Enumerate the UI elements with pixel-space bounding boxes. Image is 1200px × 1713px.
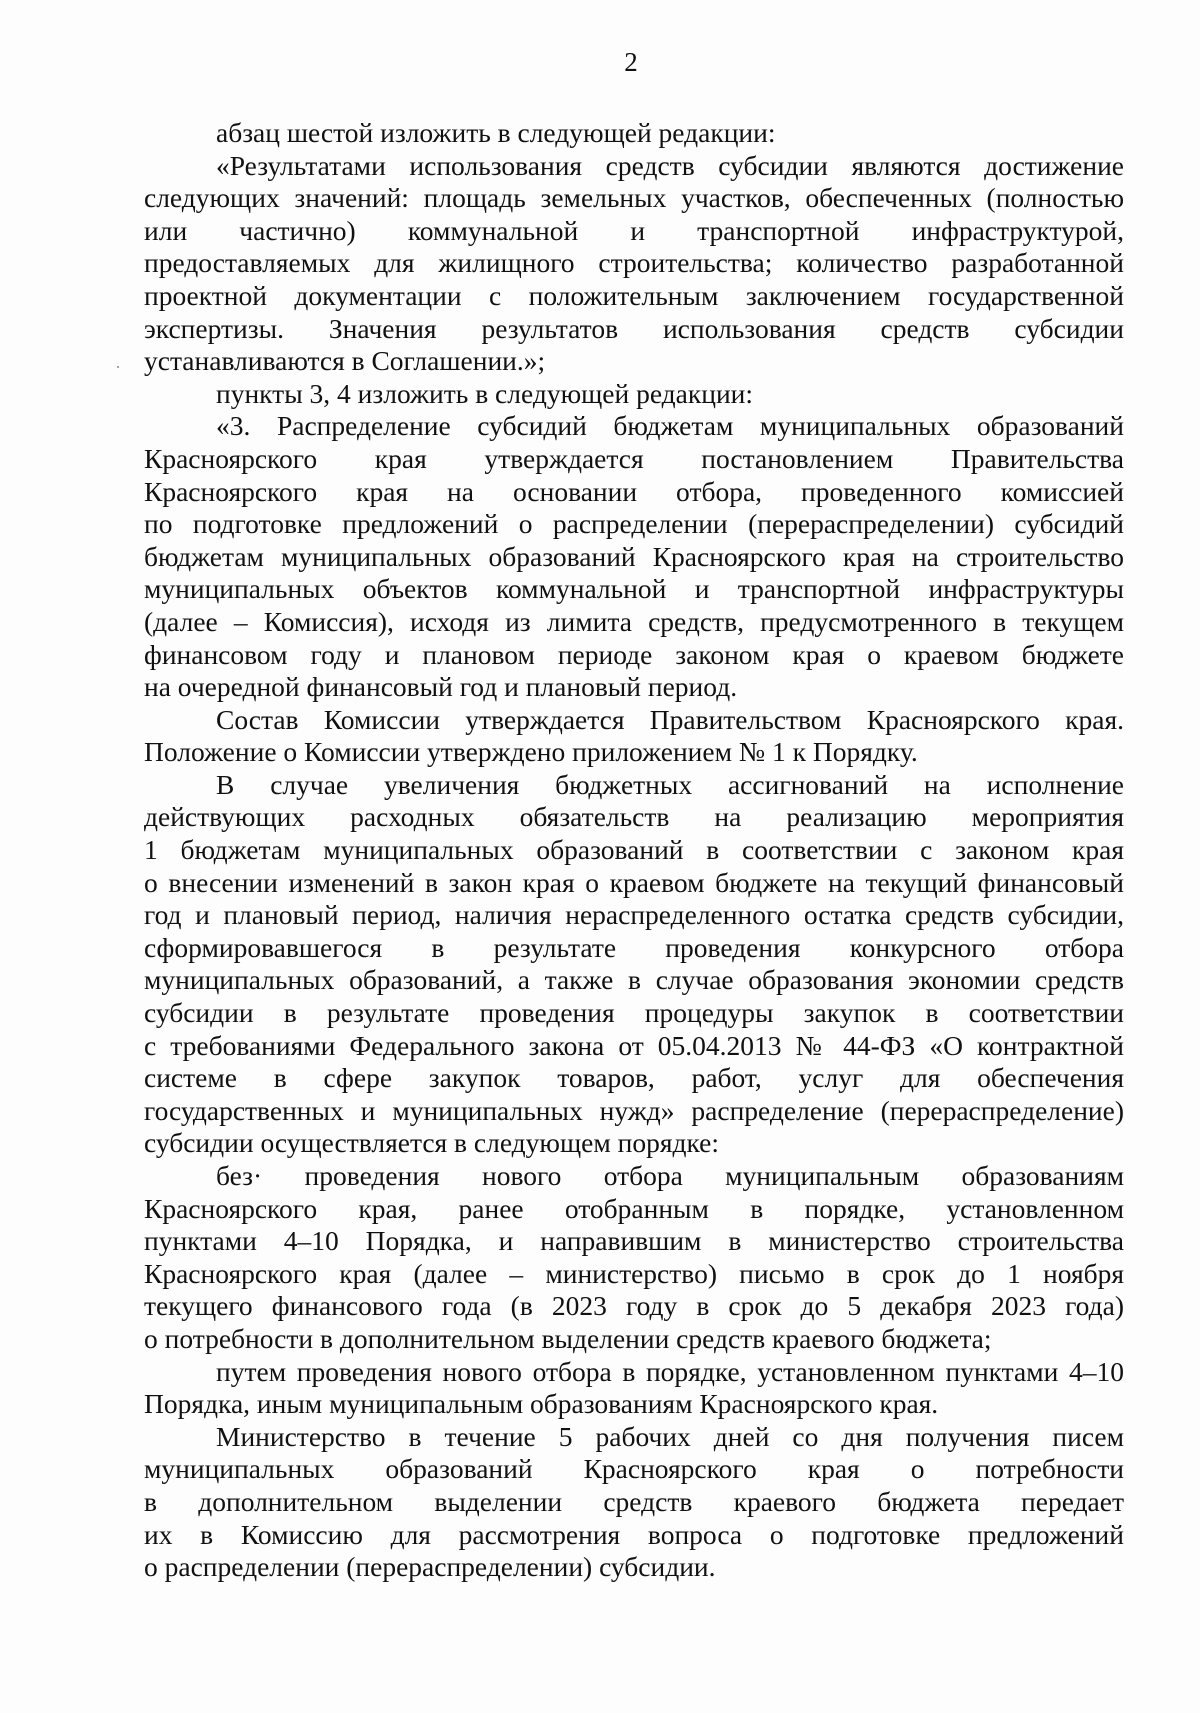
text-line: государственных и муниципальных нужд» распределение (перераспределение): [144, 1094, 1124, 1126]
paragraph: [144, 1356, 1124, 1421]
text-line: о потребности в дополнительном выделении средств краевого бюджета;: [144, 1322, 992, 1354]
text-line: предоставляемых для жилищного строительства; количество разработанной: [144, 247, 1124, 279]
text-line: муниципальных образований, а также в случае образования экономии средств: [144, 964, 1124, 996]
text-line: следующих значений: площадь земельных участков, обеспеченных (полностью: [144, 182, 1124, 214]
text-line: бюджетам муниципальных образований Красноярского края на строительство: [144, 540, 1124, 572]
text-line: путем проведения нового отбора в порядке, установленном пунктами 4–10: [216, 1355, 1124, 1387]
text-line: о распределении (перераспределении) субсидии.: [144, 1551, 716, 1583]
text-line: «3. Распределение субсидий бюджетам муниципальных образований: [216, 410, 1124, 442]
paragraph: [144, 1160, 1124, 1356]
text-line: субсидии осуществляется в следующем порядке:: [144, 1127, 720, 1159]
document-body: [144, 117, 1124, 1584]
paragraph: [144, 150, 1124, 378]
text-line: с требованиями Федерального закона от 05.04.2013 № 44-ФЗ «О контрактной: [144, 1029, 1124, 1061]
text-line: текущего финансового года (в 2023 году в срок до 5 декабря 2023 года): [144, 1290, 1124, 1322]
paragraph: [144, 378, 1124, 411]
text-line: В случае увеличения бюджетных ассигнований на исполнение: [216, 768, 1124, 800]
text-line: или частично) коммунальной и транспортной инфраструктурой,: [144, 214, 1124, 246]
text-line: по подготовке предложений о распределении (перераспределении) субсидий: [144, 508, 1124, 540]
text-line: о внесении изменений в закон края о краевом бюджете на текущий финансовый: [144, 866, 1124, 898]
text-line: «Результатами использования средств субсидии являются достижение: [216, 149, 1124, 181]
text-line: сформировавшегося в результате проведения конкурсного отбора: [144, 931, 1124, 963]
text-line: год и плановый период, наличия нераспределенного остатка средств субсидии,: [144, 899, 1124, 931]
text-line: Красноярского края, ранее отобранным в порядке, установленном: [144, 1192, 1124, 1224]
paragraph: [144, 704, 1124, 769]
text-line: Состав Комиссии утверждается Правительством Красноярского края.: [216, 703, 1124, 735]
text-line: Положение о Комиссии утверждено приложением № 1 к Порядку.: [144, 736, 918, 768]
text-line: экспертизы. Значения результатов использования средств субсидии: [144, 312, 1124, 344]
text-line: на очередной финансовый год и плановый период.: [144, 671, 738, 703]
text-line: их в Комиссию для рассмотрения вопроса о подготовке предложений: [144, 1518, 1124, 1550]
text-line: Красноярского края (далее – министерство) письмо в срок до 1 ноября: [144, 1257, 1124, 1289]
text-line: системе в сфере закупок товаров, работ, услуг для обеспечения: [144, 1062, 1124, 1094]
paragraph: [144, 769, 1124, 1160]
text-line: устанавливаются в Соглашении.»;: [144, 345, 546, 377]
page-number: 2: [624, 47, 638, 77]
paragraph: [144, 410, 1124, 703]
scan-speck: [117, 366, 119, 368]
text-line: (далее – Комиссия), исходя из лимита средств, предусмотренного в текущем: [144, 605, 1124, 637]
text-line: в дополнительном выделении средств краевого бюджета передает: [144, 1485, 1124, 1517]
text-line: Министерство в течение 5 рабочих дней со дня получения писем: [216, 1420, 1124, 1452]
text-line: муниципальных образований Красноярского края о потребности: [144, 1453, 1124, 1485]
text-line: проектной документации с положительным заключением государственной: [144, 279, 1124, 311]
paragraph: [144, 117, 1124, 150]
text-line: Порядка, иным муниципальным образованиям Красноярского края.: [144, 1388, 939, 1420]
text-line: 1 бюджетам муниципальных образований в соответствии с законом края: [144, 834, 1124, 866]
text-line: субсидии в результате проведения процедуры закупок в соответствии: [144, 997, 1124, 1029]
paragraph: [144, 1421, 1124, 1584]
text-line: муниципальных объектов коммунальной и транспортной инфраструктуры: [144, 573, 1124, 605]
text-line: пункты 3, 4 изложить в следующей редакции:: [216, 377, 754, 409]
text-line: действующих расходных обязательств на реализацию мероприятия: [144, 801, 1124, 833]
text-line: пунктами 4–10 Порядка, и направившим в министерство строительства: [144, 1225, 1124, 1257]
text-line: финансовом году и плановом периоде законом края о краевом бюджете: [144, 638, 1124, 670]
text-line: Красноярского края утверждается постановлением Правительства: [144, 442, 1124, 474]
text-line: абзац шестой изложить в следующей редакции:: [216, 117, 776, 148]
text-line: без· проведения нового отбора муниципальным образованиям: [216, 1160, 1124, 1191]
text-line: Красноярского края на основании отбора, проведенного комиссией: [144, 475, 1124, 507]
